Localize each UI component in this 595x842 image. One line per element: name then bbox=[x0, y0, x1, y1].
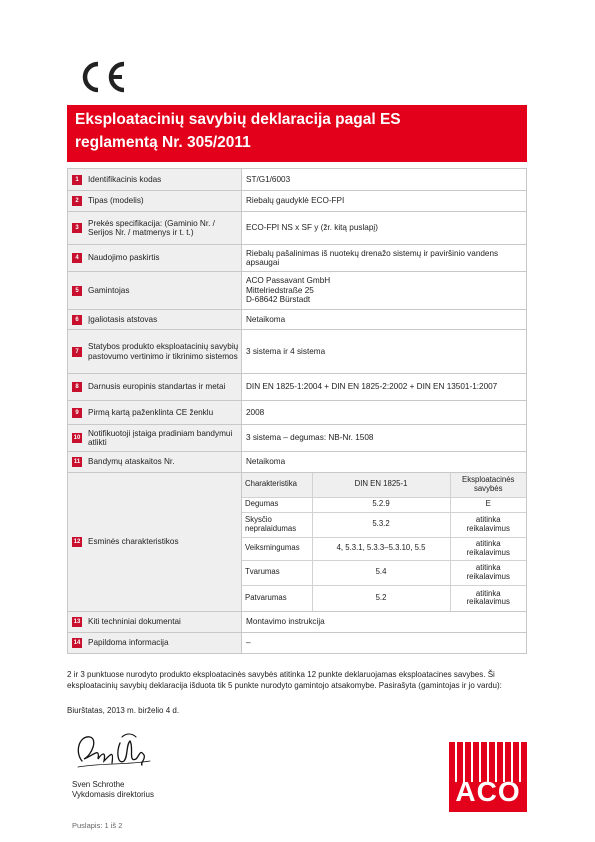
characteristic-ref: 5.2.9 bbox=[312, 497, 450, 512]
row-value: Montavimo instrukcija bbox=[242, 612, 527, 633]
manufacturer-name: ACO Passavant GmbH bbox=[246, 276, 331, 286]
row-number-badge: 12 bbox=[73, 539, 81, 545]
characteristic-ref: 4, 5.3.1, 5.3.3–5.3.10, 5.5 bbox=[312, 537, 450, 560]
table-row bbox=[242, 537, 526, 560]
row-10 bbox=[68, 425, 527, 452]
characteristic-name: Tvarumas bbox=[242, 560, 312, 585]
row-number-badge: 6 bbox=[72, 315, 82, 325]
row-number-badge: 1 bbox=[72, 175, 82, 185]
row-number-badge: 5 bbox=[72, 286, 82, 296]
characteristic-ref: 5.3.2 bbox=[312, 512, 450, 537]
signer-role: Vykdomasis direktorius bbox=[72, 790, 154, 799]
row-13 bbox=[68, 612, 527, 633]
characteristic-ref: 5.2 bbox=[312, 585, 450, 611]
ce-mark-logo bbox=[82, 60, 132, 94]
row-value: 2008 bbox=[242, 401, 527, 425]
row-label: Įgaliotasis atstovas bbox=[88, 314, 158, 324]
row-value: 3 sistema ir 4 sistema bbox=[242, 330, 527, 374]
row-number-badge: 4 bbox=[72, 253, 82, 263]
row-label: Identifikacinis kodas bbox=[88, 174, 162, 184]
characteristic-result: atitinka reikalavimus bbox=[450, 512, 526, 537]
row-value: Riebalų gaudyklė ECO-FPI bbox=[242, 191, 527, 212]
characteristic-name: Patvarumas bbox=[242, 585, 312, 611]
row-5 bbox=[68, 272, 527, 310]
characteristics-cell bbox=[242, 473, 527, 612]
row-number-badge: 2 bbox=[72, 196, 82, 206]
header-characteristic: Charakteristika bbox=[242, 473, 312, 497]
header-standard: DIN EN 1825-1 bbox=[312, 473, 450, 497]
characteristic-result: atitinka reikalavimus bbox=[466, 588, 510, 607]
row-number-badge: 10 bbox=[73, 435, 81, 441]
row-12 bbox=[68, 473, 527, 612]
declaration-title bbox=[67, 105, 527, 162]
row-value: DIN EN 1825-1:2004 + DIN EN 1825-2:2002 + DIN EN 13501-1:2007 bbox=[242, 374, 527, 401]
characteristic-name: Skysčio nepralaidumas bbox=[242, 512, 312, 537]
aco-logo-text: ACO bbox=[455, 775, 521, 807]
row-label: Statybos produkto eksploatacinių savybių pastovumo vertinimo ir tikrinimo sistemos bbox=[88, 342, 239, 361]
row-6 bbox=[68, 310, 527, 330]
row-label: Naudojimo paskirtis bbox=[88, 253, 160, 263]
aco-logo bbox=[449, 742, 527, 812]
row-number-badge: 13 bbox=[73, 619, 81, 625]
row-label: Esminės charakteristikos bbox=[88, 537, 179, 547]
row-3 bbox=[68, 212, 527, 245]
header-performance: Eksploatacinės savybės bbox=[450, 473, 526, 497]
row-value: – bbox=[242, 633, 527, 654]
row-number-badge: 9 bbox=[72, 408, 82, 418]
row-4 bbox=[68, 245, 527, 272]
declaration-table bbox=[67, 168, 527, 654]
row-label: Pirmą kartą paženklinta CE ženklu bbox=[88, 407, 214, 417]
table-row bbox=[242, 497, 526, 512]
manufacturer-city: D-68642 Bürstadt bbox=[246, 295, 311, 305]
characteristic-name: Veiksmingumas bbox=[242, 537, 312, 560]
row-number-badge: 3 bbox=[72, 223, 82, 233]
row-7 bbox=[68, 330, 527, 374]
row-label: Gamintojas bbox=[88, 285, 130, 295]
row-label: Kiti techniniai dokumentai bbox=[88, 617, 181, 627]
signer-name: Sven Schrothe bbox=[72, 780, 125, 789]
manufacturer-street: Mittelriedstraße 25 bbox=[246, 285, 314, 295]
table-row bbox=[242, 585, 526, 611]
row-number-badge: 8 bbox=[72, 382, 82, 392]
table-row bbox=[242, 560, 526, 585]
row-value: 3 sistema – degumas: NB-Nr. 1508 bbox=[242, 425, 527, 452]
characteristics-table bbox=[242, 473, 526, 611]
row-1 bbox=[68, 169, 527, 191]
row-label: Papildoma informacija bbox=[88, 638, 169, 648]
manufacturer-address bbox=[242, 272, 527, 310]
row-label: Prekės specifikacija: (Gaminio Nr. / Serijos Nr. / matmenys ir t. t.) bbox=[88, 218, 215, 237]
page-number: Puslapis: 1 iš 2 bbox=[72, 821, 123, 830]
row-number-badge: 14 bbox=[73, 640, 81, 646]
title-line-1: Eksploatacinių savybių deklaracija pagal ES bbox=[75, 111, 401, 128]
table-row bbox=[242, 512, 526, 537]
row-8 bbox=[68, 374, 527, 401]
title-line-2: reglamentą Nr. 305/2011 bbox=[75, 134, 251, 151]
row-value: ECO-FPI NS x SF y (žr. kitą puslapį) bbox=[242, 212, 527, 245]
characteristic-result: atitinka reikalavimus bbox=[450, 537, 526, 560]
row-number-badge: 11 bbox=[73, 459, 81, 465]
row-2 bbox=[68, 191, 527, 212]
handwritten-signature bbox=[70, 725, 160, 775]
footnote-text: 2 ir 3 punktuose nurodyto produkto eksploatacinės savybės atitinka 12 punkte deklaruojamas eksploatacines savybes. Ši eksploatacinių savybių deklaracija išduota tik 5 punkte nurodyto gamintojo atsakomybe. Pasirašyta (gamintojas ir jo vardu): bbox=[67, 670, 502, 690]
row-14 bbox=[68, 633, 527, 654]
row-label: Notifikuotoji įstaiga pradiniam bandymui atlikti bbox=[88, 428, 233, 447]
characteristics-header-row bbox=[242, 473, 526, 497]
row-value: Netaikoma bbox=[242, 310, 527, 330]
row-value: Netaikoma bbox=[242, 452, 527, 473]
row-label: Bandymų ataskaitos Nr. bbox=[88, 457, 175, 467]
row-9 bbox=[68, 401, 527, 425]
row-label: Darnusis europinis standartas ir metai bbox=[88, 382, 226, 392]
characteristic-result: atitinka reikalavimus bbox=[450, 560, 526, 585]
characteristic-result: E bbox=[450, 497, 526, 512]
characteristic-name: Degumas bbox=[242, 497, 312, 512]
row-number-badge: 7 bbox=[72, 347, 82, 357]
row-value: ST/G1/6003 bbox=[242, 169, 527, 191]
place-date: Biurštatas, 2013 m. birželio 4 d. bbox=[67, 706, 180, 715]
characteristic-ref: 5.4 bbox=[312, 560, 450, 585]
row-label: Tipas (modelis) bbox=[88, 196, 144, 206]
row-11 bbox=[68, 452, 527, 473]
row-value: Riebalų pašalinimas iš nuotekų drenažo sistemų ir paviršinio vandens apsaugai bbox=[242, 245, 527, 272]
